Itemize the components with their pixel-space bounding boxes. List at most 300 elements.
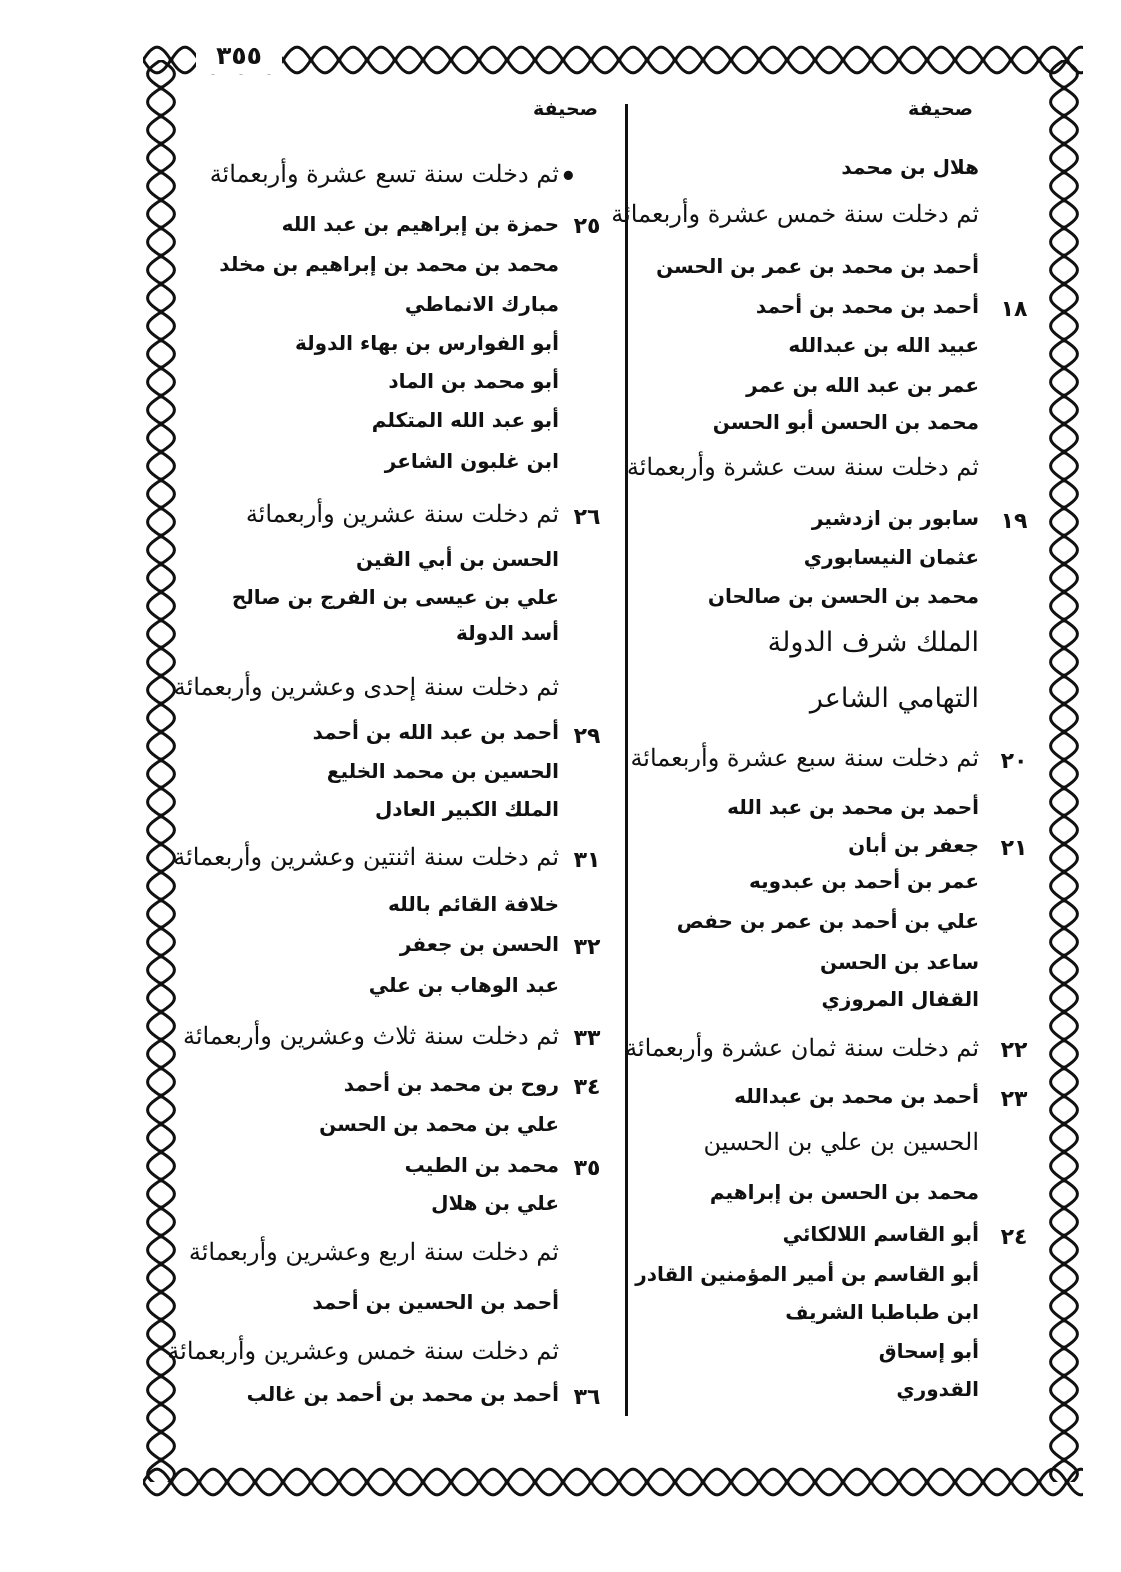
list-item [804,545,979,569]
chain-knot [1062,450,1067,455]
list-item [356,547,559,571]
entry-text: جعفر بن أبان [848,833,979,857]
list-item [630,744,979,772]
chain-knot [645,58,650,63]
chain-knot [1062,338,1067,343]
chain-knot [159,646,164,651]
chain-knot [309,58,314,63]
entry-text: ثم دخلت سنة خمس عشرة وأربعمائة [611,200,979,228]
chain-knot [1062,1150,1067,1155]
chain-knot [841,58,846,63]
chain-knot [1009,58,1014,63]
chain-knot [253,1480,258,1485]
chain-knot [1062,562,1067,567]
column-header-right: صحيفة [907,98,973,120]
chain-knot [1062,1318,1067,1323]
list-item [783,1222,979,1246]
chain-knot [1062,394,1067,399]
chain-knot [1062,758,1067,763]
entry-number: ٢٠ [1000,749,1028,774]
chain-knot [1062,786,1067,791]
entry-number: ٣١ [573,848,601,873]
chain-knot [1062,926,1067,931]
chain-knot [421,1480,426,1485]
entry-text: أبو القاسم اللالكائي [782,1222,979,1246]
entry-number: ١٩ [1000,509,1028,534]
entry-text: ثم دخلت سنة إحدى وعشرين وأربعمائة [173,673,559,701]
entry-text: علي بن عيسى بن الفرج بن صالح [231,585,559,609]
chain-knot [1062,1262,1067,1267]
entry-number: ٣٣ [573,1026,601,1051]
list-item [385,449,559,473]
chain-knot [1062,618,1067,623]
chain-knot [159,1234,164,1239]
entry-text: أحمد بن محمد بن أحمد [755,294,979,318]
entry-number: ٣٢ [573,935,601,960]
chain-knot [159,1010,164,1015]
entry-text: عمر بن أحمد بن عبدويه [748,869,979,893]
list-item [713,410,979,434]
chain-knot [1062,730,1067,735]
list-item [372,408,559,432]
chain-knot [1062,366,1067,371]
chain-knot [1009,1480,1014,1485]
chain-knot [617,58,622,63]
chain-knot [159,310,164,315]
chain-knot [953,58,958,63]
chain-knot [159,1094,164,1099]
list-item [219,252,559,276]
entry-bullet: • [560,162,577,192]
list-item [756,294,979,318]
chain-knot [159,674,164,679]
chain-knot [1062,898,1067,903]
chain-knot [1062,282,1067,287]
chain-knot [1062,1374,1067,1379]
chain-knot [159,1318,164,1323]
chain-knot [1062,954,1067,959]
entry-text: الحسن بن جعفر [399,932,559,956]
list-item [183,1022,559,1050]
chain-knot [1062,1038,1067,1043]
chain-knot [159,282,164,287]
entry-text: خلافة القائم بالله [387,892,559,916]
chain-knot [1062,814,1067,819]
list-item [388,369,559,393]
entry-text: الحسين بن علي بن الحسين [703,1128,979,1156]
entry-text: عثمان النيسابوري [803,545,979,569]
list-item [768,627,979,658]
list-item [677,909,979,933]
entry-number: ١٨ [1000,297,1028,322]
chain-knot [159,954,164,959]
chain-knot [159,198,164,203]
entry-text: ثم دخلت سنة تسع عشرة وأربعمائة [209,160,559,188]
list-item [704,1128,979,1156]
entry-text: محمد بن الحسن أبو الحسن [712,410,979,434]
chain-knot [1062,1122,1067,1127]
chain-knot [225,1480,230,1485]
chain-knot [337,58,342,63]
list-item [611,200,979,228]
entry-text: علي بن أحمد بن عمر بن حفص [676,909,979,933]
chain-knot [533,1480,538,1485]
entry-text: أحمد بن محمد بن عبد الله [727,795,979,819]
list-item [727,795,979,819]
chain-knot [159,1150,164,1155]
chain-knot [1062,170,1067,175]
list-item [879,1339,979,1363]
entry-text: ثم دخلت سنة اثنتين وعشرين وأربعمائة [173,843,559,871]
chain-knot [1062,86,1067,91]
page-number: ٣٥٥ [196,38,282,74]
ornamental-border-bottom [143,1462,1083,1502]
chain-knot [159,1402,164,1407]
chain-knot [1062,1206,1067,1211]
entry-text: الحسين بن محمد الخليع [326,759,559,783]
chain-knot [869,58,874,63]
list-item [388,892,559,916]
chain-strand [1051,60,1078,1482]
list-item [313,720,559,744]
chain-knot [159,1346,164,1351]
chain-knot [841,1480,846,1485]
chain-knot [757,58,762,63]
ornamental-border-left [140,60,182,1482]
entry-text: ثم دخلت سنة اربع وعشرين وأربعمائة [188,1238,559,1266]
list-item [734,1084,979,1108]
chain-knot [449,58,454,63]
chain-knot [159,1458,164,1463]
list-item [896,1377,979,1401]
chain-knot [1062,842,1067,847]
entry-text: القدوري [896,1377,979,1401]
chain-knot [159,1122,164,1127]
list-item [319,1112,559,1136]
chain-knot [159,1178,164,1183]
list-item [625,1034,979,1062]
entry-text: علي بن هلال [431,1191,559,1215]
chain-knot [159,1262,164,1267]
ornamental-border-top [143,40,1083,80]
chain-knot [159,86,164,91]
chain-knot [337,1480,342,1485]
chain-knot [159,1206,164,1211]
chain-knot [729,1480,734,1485]
chain-knot [1062,1458,1067,1463]
chain-knot [561,1480,566,1485]
chain-knot [1062,1402,1067,1407]
entry-text: عبيد الله بن عبدالله [788,333,979,357]
chain-knot [617,1480,622,1485]
chain-knot [925,1480,930,1485]
list-item [746,373,979,397]
chain-knot [1062,1178,1067,1183]
chain-knot [953,1480,958,1485]
chain-knot [159,142,164,147]
entry-text: سابور بن ازدشير [811,506,979,530]
chain-knot [1062,982,1067,987]
chain-knot [281,1480,286,1485]
list-item [820,950,979,974]
entry-number: ٢٦ [573,505,601,530]
list-item [312,1290,559,1314]
entry-text: أحمد بن الحسين بن أحمد [312,1290,559,1314]
chain-knot [785,1480,790,1485]
chain-knot [159,590,164,595]
chain-knot [673,58,678,63]
entry-text: أحمد بن محمد بن عمر بن الحسن [656,254,979,278]
chain-knot [159,898,164,903]
chain-knot [701,58,706,63]
entry-number: ٢٤ [1000,1225,1028,1250]
chain-knot [159,394,164,399]
chain-knot [1062,142,1067,147]
entry-text: ثم دخلت سنة ست عشرة وأربعمائة [626,453,979,481]
chain-knot [159,506,164,511]
list-item [405,1153,559,1177]
chain-knot [1062,870,1067,875]
entry-text: ثم دخلت سنة خمس وعشرين وأربعمائة [167,1337,559,1365]
chain-knot [1062,310,1067,315]
entry-text: أبو محمد بن الماد [388,369,559,393]
list-item [344,1072,559,1096]
entry-number: ٢٥ [573,214,601,239]
list-item [247,1382,559,1406]
list-item [785,1300,979,1324]
chain-knot [365,1480,370,1485]
chain-strand [148,60,175,1482]
chain-knot [159,1290,164,1295]
chain-knot [589,58,594,63]
list-item [431,1191,559,1215]
list-item [173,843,559,871]
column-divider [625,104,628,1416]
chain-knot [421,58,426,63]
list-item [174,673,559,701]
entry-text: الملك الكبير العادل [374,797,559,821]
chain-knot [159,114,164,119]
column-header-left: صحيفة [532,98,598,120]
chain-knot [1062,1066,1067,1071]
entry-number: ٢٩ [573,724,601,749]
chain-knot [1062,198,1067,203]
chain-knot [477,1480,482,1485]
chain-knot [159,366,164,371]
entry-text: أحمد بن محمد بن أحمد بن غالب [246,1382,559,1406]
entry-text: أبو القاسم بن أمير المؤمنين القادر [635,1262,979,1286]
entry-text: ثم دخلت سنة سبع عشرة وأربعمائة [630,744,979,772]
chain-knot [393,1480,398,1485]
entry-text: ثم دخلت سنة ثمان عشرة وأربعمائة [625,1034,979,1062]
chain-knot [1062,1430,1067,1435]
chain-knot [159,702,164,707]
chain-knot [159,982,164,987]
chain-knot [159,842,164,847]
chain-knot [869,1480,874,1485]
entry-text: هلال بن محمد [841,155,979,179]
chain-knot [159,338,164,343]
list-item [369,973,559,997]
chain-knot [981,58,986,63]
chain-knot [813,58,818,63]
list-item [656,254,979,278]
chain-knot [757,1480,762,1485]
entry-number: ٣٥ [573,1156,601,1181]
entry-text: أحمد بن محمد بن عبدالله [734,1084,979,1108]
chain-knot [1062,114,1067,119]
list-item [788,333,979,357]
chain-knot [393,58,398,63]
chain-knot [159,226,164,231]
chain-knot [813,1480,818,1485]
entry-number: ٢٣ [1000,1087,1028,1112]
list-item [232,585,559,609]
chain-knot [159,534,164,539]
chain-knot [1062,1094,1067,1099]
entry-text: الملك شرف الدولة [767,627,979,658]
list-item [167,1337,559,1365]
list-item [375,797,559,821]
list-item [456,621,559,645]
chain-knot [561,58,566,63]
list-item [812,506,979,530]
entry-text: أبو عبد الله المتكلم [371,408,559,432]
chain-knot [1062,422,1067,427]
chain-knot [159,758,164,763]
chain-knot [159,254,164,259]
chain-knot [159,478,164,483]
entry-text: ساعد بن الحسن [820,950,979,974]
chain-knot [159,926,164,931]
list-item [210,160,559,188]
list-item [822,987,979,1011]
entry-text: محمد بن الطيب [404,1153,559,1177]
chain-knot [505,58,510,63]
list-item [708,584,979,608]
entry-text: مبارك الانماطي [404,292,559,316]
entry-text: القفال المروزي [821,987,979,1011]
entry-text: ابن طباطبا الشريف [785,1300,979,1324]
chain-knot [729,58,734,63]
entry-number: ٣٤ [573,1075,601,1100]
chain-knot [159,450,164,455]
chain-knot [785,58,790,63]
chain-knot [1062,534,1067,539]
chain-knot [1062,590,1067,595]
entry-text: الحسن بن أبي القين [355,547,559,571]
entry-text: روح بن محمد بن أحمد [343,1072,559,1096]
chain-knot [1062,646,1067,651]
list-item [710,1180,979,1204]
chain-knot [477,58,482,63]
chain-knot [897,58,902,63]
chain-knot [1062,506,1067,511]
chain-knot [159,730,164,735]
entry-text: عمر بن عبد الله بن عمر [746,373,979,397]
list-item [327,759,559,783]
entry-number: ٢١ [1000,836,1028,861]
chain-knot [159,170,164,175]
chain-strand [148,60,175,1482]
chain-knot [981,1480,986,1485]
entry-text: أبو الفوارس بن بهاء الدولة [295,331,559,355]
chain-knot [673,1480,678,1485]
chain-knot [159,422,164,427]
entry-text: محمد بن الحسن بن إبراهيم [709,1180,979,1204]
entry-text: أحمد بن عبد الله بن أحمد [312,720,559,744]
list-item [189,1238,559,1266]
list-item [848,833,979,857]
entry-text: حمزة بن إبراهيم بن عبد الله [281,212,559,236]
chain-knot [159,1038,164,1043]
chain-knot [1062,702,1067,707]
entry-text: علي بن محمد بن الحسن [319,1112,559,1136]
entry-text: ثم دخلت سنة ثلاث وعشرين وأربعمائة [183,1022,559,1050]
entry-number: ٣٦ [573,1385,601,1410]
list-item [810,683,979,714]
entry-number: ٢٢ [1000,1038,1028,1063]
chain-knot [589,1480,594,1485]
chain-knot [159,1066,164,1071]
chain-knot [1062,478,1067,483]
chain-knot [159,814,164,819]
entry-text: أسد الدولة [455,621,559,645]
chain-knot [1037,58,1042,63]
chain-knot [159,870,164,875]
chain-knot [365,58,370,63]
chain-knot [925,58,930,63]
list-item [400,932,559,956]
list-item [295,331,559,355]
chain-knot [533,58,538,63]
list-item [405,292,559,316]
chain-knot [701,1480,706,1485]
chain-knot [1062,1010,1067,1015]
chain-knot [159,786,164,791]
entry-text: محمد بن الحسن بن صالحان [707,584,979,608]
chain-knot [159,618,164,623]
chain-knot [159,1374,164,1379]
chain-strand [1051,60,1078,1482]
chain-knot [897,1480,902,1485]
entry-text: ابن غلبون الشاعر [384,449,559,473]
entry-text: عبد الوهاب بن علي [368,973,559,997]
chain-knot [1062,254,1067,259]
entry-text: محمد بن محمد بن إبراهيم بن مخلد [219,252,559,276]
chain-knot [505,1480,510,1485]
chain-knot [1062,674,1067,679]
entry-text: التهامي الشاعر [809,683,979,714]
ornamental-border-right [1043,60,1085,1482]
chain-knot [159,562,164,567]
chain-knot [159,1430,164,1435]
chain-knot [1062,226,1067,231]
entry-text: ثم دخلت سنة عشرين وأربعمائة [245,500,559,528]
list-item [635,1262,979,1286]
chain-knot [1062,1346,1067,1351]
entry-text: أبو إسحاق [878,1339,979,1363]
chain-knot [1062,1234,1067,1239]
list-item [246,500,559,528]
chain-knot [449,1480,454,1485]
list-item [282,212,559,236]
chain-knot [197,1480,202,1485]
list-item [841,155,979,179]
chain-knot [309,1480,314,1485]
chain-knot [1037,1480,1042,1485]
list-item [749,869,979,893]
